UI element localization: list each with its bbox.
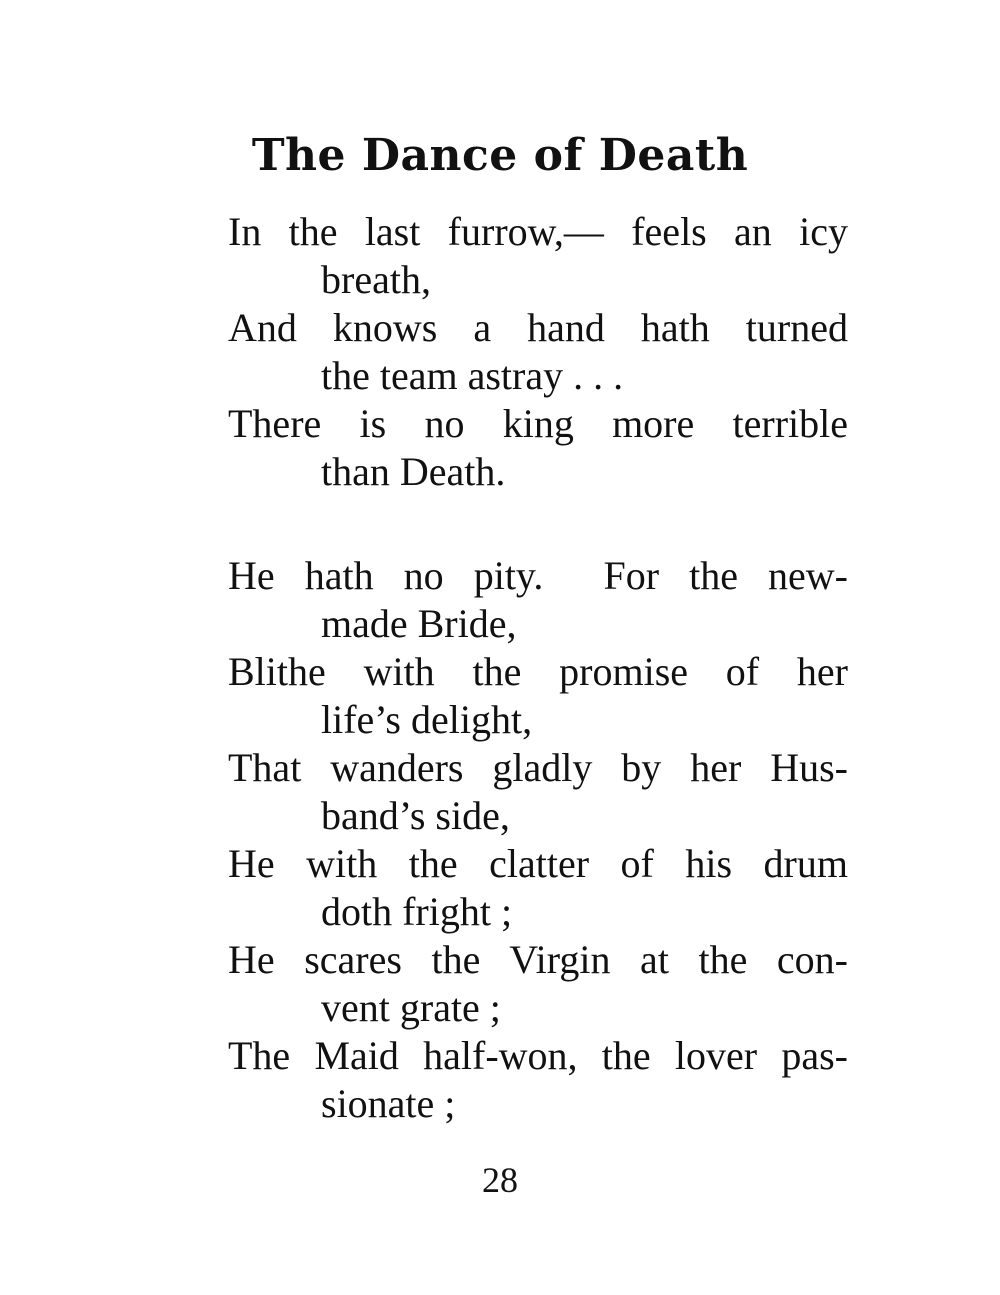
verse (228, 648, 848, 744)
verse-line: He hath no pity. For the new- (228, 553, 848, 598)
verse-line: And knows a hand hath turned (228, 305, 848, 350)
verse (228, 552, 848, 648)
running-header: The Dance of Death (251, 130, 749, 181)
verse-line: He with the clatter of his drum (228, 841, 848, 886)
verse-continuation: doth fright ; (321, 889, 513, 934)
verse (228, 304, 848, 400)
verse-line: The Maid half-won, the lover pas- (228, 1033, 848, 1078)
verse-continuation: vent grate ; (321, 985, 501, 1030)
verse (228, 400, 848, 496)
verse-line: That wanders gladly by her Hus- (228, 745, 848, 790)
verse-continuation: sionate ; (321, 1081, 456, 1126)
verse-line: He scares the Virgin at the con- (228, 937, 848, 982)
verse-line: There is no king more terrible (228, 401, 848, 446)
verse (228, 1032, 848, 1128)
verse-continuation: life’s delight, (321, 697, 533, 742)
verse-line: In the last furrow,— feels an icy (228, 209, 848, 254)
verse-continuation: band’s side, (321, 793, 510, 838)
verse (228, 936, 848, 1032)
poem (228, 208, 848, 1128)
stanza (228, 208, 848, 496)
verse (228, 208, 848, 304)
verse-continuation: breath, (321, 257, 431, 302)
verse-line: Blithe with the promise of her (228, 649, 848, 694)
verse-continuation: made Bride, (321, 601, 517, 646)
verse (228, 744, 848, 840)
page-number: 28 (482, 1160, 518, 1200)
verse (228, 840, 848, 936)
stanza (228, 552, 848, 1128)
verse-continuation: the team astray . . . (321, 353, 624, 398)
verse-continuation: than Death. (321, 449, 506, 494)
